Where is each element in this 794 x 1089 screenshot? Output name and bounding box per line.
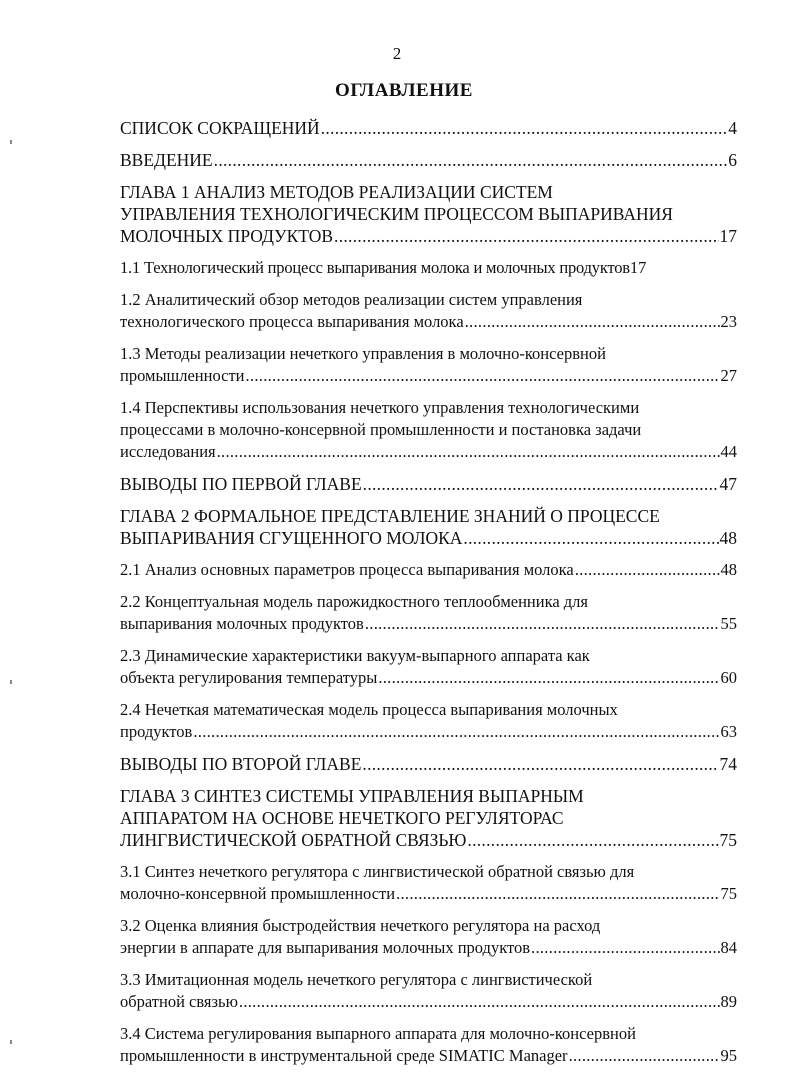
toc-entry-line	[120, 1045, 737, 1067]
toc-entry-line	[120, 473, 737, 495]
dot-leader	[321, 117, 728, 139]
dot-leader	[334, 225, 718, 247]
toc-entry-line	[120, 753, 737, 775]
toc-entry-title: 1.3 Методы реализации нечеткого управления в молочно-консервной	[120, 344, 606, 363]
toc-section-entry	[120, 559, 737, 581]
toc-section-entry	[120, 645, 737, 689]
toc-entry-title: УПРАВЛЕНИЯ ТЕХНОЛОГИЧЕСКИМ ПРОЦЕССОМ ВЫПАРИВАНИЯ	[120, 204, 673, 224]
toc-entry-line	[120, 397, 737, 419]
toc-section-entry	[120, 699, 737, 743]
toc-entry-line	[120, 257, 737, 279]
toc-page-number: 74	[719, 754, 737, 774]
toc-section-entry	[120, 1023, 737, 1067]
dot-leader	[363, 473, 719, 495]
toc-section-entry	[120, 969, 737, 1013]
toc-chapter-entry	[120, 149, 737, 171]
toc-chapter-entry	[120, 785, 737, 851]
toc-entry-title: продуктов	[120, 722, 193, 741]
toc-entry-title: молочно-консервной промышленности	[120, 884, 396, 903]
toc-entry-title: технологического процесса выпаривания молока	[120, 312, 464, 331]
toc-page-number: 63	[720, 722, 737, 741]
toc-chapter-entry	[120, 117, 737, 139]
toc-entry-title: ВВЕДЕНИЕ	[120, 150, 213, 170]
toc-entry-title: АППАРАТОМ НА ОСНОВЕ НЕЧЕТКОГО РЕГУЛЯТОРАС	[120, 808, 564, 828]
toc-entry-title: ЛИНГВИСТИЧЕСКОЙ ОБРАТНОЙ СВЯЗЬЮ	[120, 830, 467, 850]
toc-entry-title: 3.4 Система регулирования выпарного аппарата для молочно-консервной	[120, 1024, 636, 1043]
dot-leader	[193, 721, 719, 743]
dot-leader	[239, 991, 720, 1013]
toc-entry-line	[120, 699, 737, 721]
toc-entry-title: СПИСОК СОКРАЩЕНИЙ	[120, 118, 320, 138]
toc-page-number: 55	[720, 614, 737, 633]
toc-page-number: 48	[719, 528, 737, 548]
toc-entry-title: промышленности в инструментальной среде SIMATIC Manager	[120, 1046, 568, 1065]
toc-page-number: 75	[720, 884, 737, 903]
toc-page-number: 48	[720, 560, 737, 579]
toc-entry-title: ГЛАВА 2 ФОРМАЛЬНОЕ ПРЕДСТАВЛЕНИЕ ЗНАНИЙ О ПРОЦЕССЕ	[120, 506, 660, 526]
toc-entry-title: 1.1 Технологический процесс выпаривания молока и молочных продуктов	[120, 258, 630, 277]
dot-leader	[365, 613, 720, 635]
toc-entry-title: ВЫПАРИВАНИЯ СГУЩЕННОГО МОЛОКА	[120, 528, 463, 548]
toc-entry-line	[120, 591, 737, 613]
toc-entry-title: 3.1 Синтез нечеткого регулятора с лингвистической обратной связью для	[120, 862, 635, 881]
toc-entry-title: МОЛОЧНЫХ ПРОДУКТОВ	[120, 226, 334, 246]
toc-entry-line	[120, 181, 737, 203]
toc-entry-line	[120, 667, 737, 689]
toc-entry-line	[120, 117, 737, 139]
toc-section-entry	[120, 397, 737, 463]
toc-entry-line	[120, 937, 737, 959]
toc-section-entry	[120, 289, 737, 333]
dot-leader	[569, 1045, 720, 1067]
toc-page-number: 89	[720, 992, 737, 1011]
toc-entry-line	[120, 343, 737, 365]
dot-leader	[575, 559, 720, 581]
dot-leader	[531, 937, 719, 959]
toc-entry-line	[120, 419, 737, 441]
toc-entry-line	[120, 861, 737, 883]
toc-chapter-entry	[120, 753, 737, 775]
toc-entry-line	[120, 505, 737, 527]
toc-entry-title: 3.3 Имитационная модель нечеткого регулятора с лингвистической	[120, 970, 593, 989]
toc-page-number: 17	[629, 258, 647, 277]
toc-entry-title: 2.1 Анализ основных параметров процесса выпаривания молока	[120, 560, 574, 579]
dot-leader	[362, 753, 718, 775]
toc-entry-title: 3.2 Оценка влияния быстродействия нечеткого регулятора на расход	[120, 916, 601, 935]
dot-leader	[214, 149, 728, 171]
toc-page-number: 47	[719, 474, 737, 494]
toc-page-number: 60	[720, 668, 737, 687]
toc-entry-title: ВЫВОДЫ ПО ПЕРВОЙ ГЛАВЕ	[120, 474, 362, 494]
toc-page-number: 6	[728, 150, 737, 170]
table-of-contents	[120, 117, 737, 1077]
toc-entry-line	[120, 807, 737, 829]
dot-leader	[465, 311, 720, 333]
dot-leader	[217, 441, 720, 463]
toc-entry-line	[120, 365, 737, 387]
toc-entry-title: энергии в аппарате для выпаривания молочных продуктов	[120, 938, 531, 957]
toc-entry-title: ГЛАВА 1 АНАЛИЗ МЕТОДОВ РЕАЛИЗАЦИИ СИСТЕМ	[120, 182, 553, 202]
dot-leader	[246, 365, 720, 387]
page-number: 2	[392, 44, 402, 63]
toc-entry-title: 2.4 Нечеткая математическая модель процесса выпаривания молочных	[120, 700, 618, 719]
toc-entry-line	[120, 559, 737, 581]
toc-entry-title: объекта регулирования температуры	[120, 668, 378, 687]
toc-chapter-entry	[120, 473, 737, 495]
toc-entry-title: промышленности	[120, 366, 245, 385]
toc-entry-line	[120, 225, 737, 247]
toc-page-number: 27	[720, 366, 737, 385]
toc-entry-line	[120, 721, 737, 743]
toc-page-number: 44	[720, 442, 737, 461]
toc-section-entry	[120, 915, 737, 959]
toc-entry-title: обратной связью	[120, 992, 238, 1011]
toc-chapter-entry	[120, 505, 737, 549]
toc-page-number: 23	[720, 312, 737, 331]
toc-entry-line	[120, 969, 737, 991]
toc-section-entry	[120, 257, 737, 279]
dot-leader	[378, 667, 719, 689]
toc-entry-title: ВЫВОДЫ ПО ВТОРОЙ ГЛАВЕ	[120, 754, 362, 774]
toc-entry-line	[120, 1023, 737, 1045]
toc-page-number: 95	[720, 1046, 737, 1065]
dot-leader	[463, 527, 718, 549]
toc-entry-line	[120, 785, 737, 807]
toc-chapter-entry	[120, 181, 737, 247]
toc-entry-title: 1.4 Перспективы использования нечеткого управления технологическими	[120, 398, 640, 417]
toc-entry-line	[120, 149, 737, 171]
toc-entry-line	[120, 203, 737, 225]
scan-mark	[10, 1040, 12, 1044]
toc-section-entry	[120, 591, 737, 635]
toc-entry-title: выпаривания молочных продуктов	[120, 614, 364, 633]
toc-entry-line	[120, 311, 737, 333]
scan-mark	[10, 680, 12, 684]
toc-entry-line	[120, 915, 737, 937]
toc-page-number: 75	[719, 830, 737, 850]
toc-page-number: 84	[720, 938, 737, 957]
toc-entry-line	[120, 991, 737, 1013]
toc-section-entry	[120, 861, 737, 905]
toc-entry-title: ГЛАВА 3 СИНТЕЗ СИСТЕМЫ УПРАВЛЕНИЯ ВЫПАРНЫМ	[120, 786, 584, 806]
toc-entry-line	[120, 289, 737, 311]
toc-page-number: 4	[728, 118, 737, 138]
toc-entry-line	[120, 613, 737, 635]
toc-entry-line	[120, 441, 737, 463]
scan-mark	[10, 140, 12, 144]
toc-entry-line	[120, 527, 737, 549]
toc-title: ОГЛАВЛЕНИЕ	[335, 80, 473, 101]
toc-entry-title: 2.3 Динамические характеристики вакуум-выпарного аппарата как	[120, 646, 590, 665]
toc-entry-line	[120, 883, 737, 905]
dot-leader	[467, 829, 718, 851]
toc-entry-title: процессами в молочно-консервной промышленности и постановка задачи	[120, 420, 642, 439]
toc-section-entry	[120, 343, 737, 387]
toc-entry-line	[120, 829, 737, 851]
toc-page-number: 17	[719, 226, 737, 246]
toc-entry-line	[120, 645, 737, 667]
dot-leader	[396, 883, 719, 905]
toc-entry-title: исследования	[120, 442, 216, 461]
toc-entry-title: 2.2 Концептуальная модель парожидкостного теплообменника для	[120, 592, 589, 611]
toc-entry-title: 1.2 Аналитический обзор методов реализации систем управления	[120, 290, 583, 309]
